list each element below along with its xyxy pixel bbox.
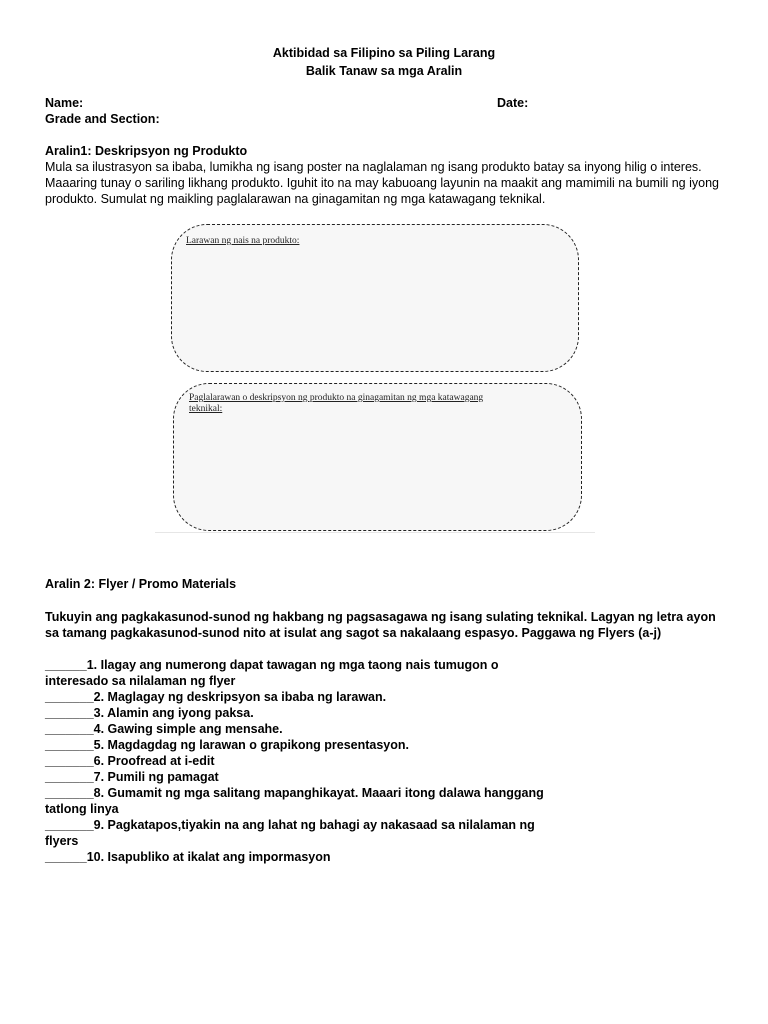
lesson1-instruction-line: produkto. Sumulat ng maikling paglalarawan na ginagamitan ng mga katawagang teknikal. <box>45 192 546 206</box>
lesson1-heading: Aralin1: Deskripsyon ng Produkto <box>45 144 248 158</box>
step-item-10: ______10. Isapubliko at ikalat ang impormasyon <box>45 850 331 864</box>
lesson2-heading: Aralin 2: Flyer / Promo Materials <box>45 577 237 591</box>
step-item-9: _______9. Pagkatapos,tiyakin na ang lahat ng bahagi ay nakasaad sa nilalaman ng <box>45 818 535 832</box>
grade-section-label: Grade and Section: <box>45 112 160 126</box>
product-description-label: teknikal: <box>189 404 223 414</box>
lesson2-instruction-line: Tukuyin ang pagkakasunod-sunod ng hakbang ng pagsasagawa ng isang sulating teknikal. Lagyan ng letra ayon <box>45 610 716 624</box>
name-label: Name: <box>45 96 84 110</box>
product-drawing-label: Larawan ng nais na produkto: <box>186 236 300 246</box>
step-item-1-continued: interesado sa nilalaman ng flyer <box>45 674 236 688</box>
step-item-4: _______4. Gawing simple ang mensahe. <box>45 722 283 736</box>
lesson1-instruction-line: Mula sa ilustrasyon sa ibaba, lumikha ng isang poster na naglalaman ng isang produkto batay sa inyong hilig o interes. <box>45 160 702 174</box>
step-item-9-continued: flyers <box>45 834 79 848</box>
product-description-label: Paglalarawan o deskripsyon ng produkto na ginagamitan ng mga katawagang <box>189 393 484 403</box>
product-description-box[interactable] <box>173 383 582 531</box>
lesson1-instruction-line: Maaaring tunay o sariling likhang produkto. Iguhit ito na may kabuoang layunin na maakit ang mamimili na bumili ng iyong <box>45 176 719 190</box>
step-item-6: _______6. Proofread at i-edit <box>45 754 215 768</box>
step-item-3: _______3. Alamin ang iyong paksa. <box>45 706 254 720</box>
date-label: Date: <box>497 96 529 110</box>
worksheet-title: Aktibidad sa Filipino sa Piling Larang <box>272 46 496 60</box>
step-item-5: _______5. Magdagdag ng larawan o grapikong presentasyon. <box>45 738 410 752</box>
worksheet-subtitle: Balik Tanaw sa mga Aralin <box>305 64 463 78</box>
image-frame-edge <box>155 532 595 533</box>
step-item-8-continued: tatlong linya <box>45 802 119 816</box>
lesson2-instruction-line: sa tamang pagkakasunod-sunod nito at isulat ang sagot sa nakalaang espasyo. Paggawa ng Flyers (a-j) <box>45 626 662 640</box>
step-item-7: _______7. Pumili ng pamagat <box>45 770 219 784</box>
step-item-2: _______2. Maglagay ng deskripsyon sa ibaba ng larawan. <box>45 690 387 704</box>
step-item-8: _______8. Gumamit ng mga salitang mapanghikayat. Maaari itong dalawa hanggang <box>45 786 544 800</box>
step-item-1: ______1. Ilagay ang numerong dapat tawagan ng mga taong nais tumugon o <box>45 658 499 672</box>
